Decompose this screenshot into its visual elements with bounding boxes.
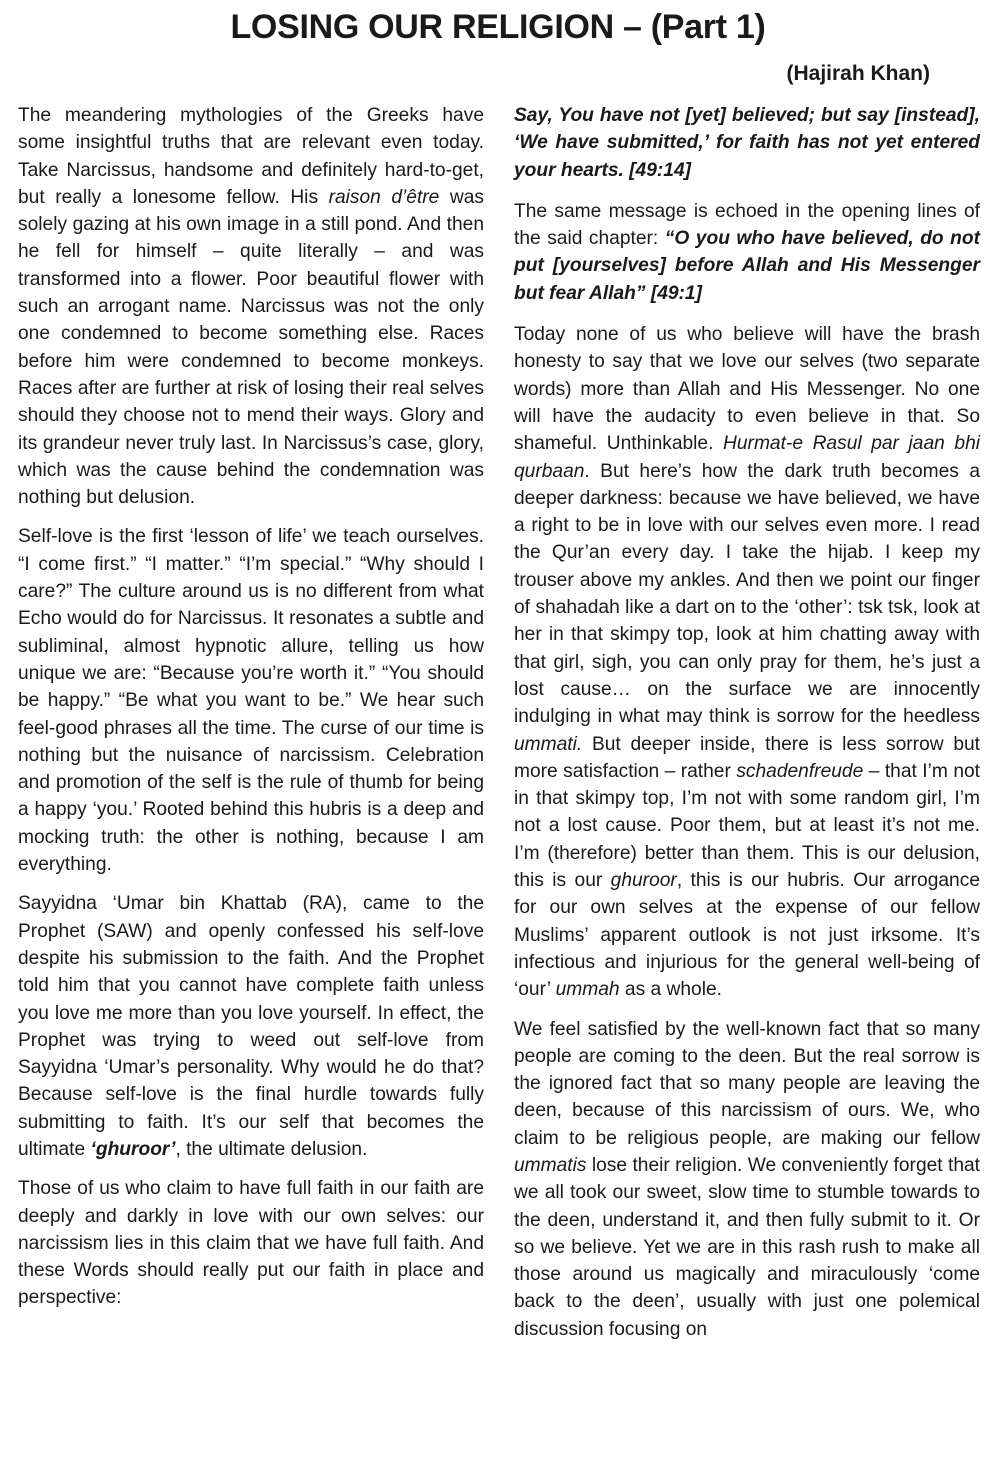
author-byline: (Hajirah Khan)	[786, 62, 930, 85]
paragraph-umar: Sayyidna ‘Umar bin Khattab (RA), came to the Prophet (SAW) and openly confessed his self-love despite his submission to the faith. And the Prophet told him that you cannot have complete faith unless you love me more than you love yourself. In effect, the Prophet was trying to weed out self-love from Sayyidna ‘Umar’s personality. Why would he do that? Because self-love is the final hurdle towards fully submitting to faith. It’s our self that becomes the ultimate ‘ghuroor’, the ultimate delusion.	[18, 893, 484, 1160]
paragraph-full-faith: Those of us who claim to have full faith in our faith are deeply and darkly in love with our own selves: our narcissism lies in this claim that we have full faith. And these Words should really put our faith in place and perspective:	[18, 1178, 484, 1309]
paragraph-opening-lines: The same message is echoed in the opening lines of the said chapter: “O you who have believed, do not put [yourselves] before Allah and His Messenger but fear Allah” [49:1]	[514, 200, 980, 304]
quran-quote-49-14: Say, You have not [yet] believed; but say [instead], ‘We have submitted,’ for faith has not yet entered your hearts. [49:14]	[514, 105, 980, 181]
quran-quote-49-1: “O you who have believed, do not put [yourselves] before Allah and His Messenger but fear Allah” [49:1]	[514, 228, 980, 304]
paragraph-self-love: Self-love is the first ‘lesson of life’ we teach ourselves. “I come first.” “I matter.” “I’m special.” “Why should I care?” The culture around us is no different from what Echo would do for Narcissus. It resonates a subtle and subliminal, almost hypnotic allure, telling us how unique we are: “Because you’re worth it.” “You should be happy.” “Be what you want to be.” We hear such feel-good phrases all the time. The curse of our time is nothing but the nuisance of narcissism. Celebration and promotion of the self is the rule of thumb for being a happy ‘you.’ Rooted behind this hubris is a deep and mocking truth: the other is nothing, because I am everything.	[18, 526, 484, 876]
paragraph-leaving-deen: We feel satisfied by the well-known fact that so many people are coming to the deen. But the real sorrow is the ignored fact that so many people are leaving the deen, because of this narcissism of ours. We, who claim to be religious people, are making our fellow ummatis lose their religion. We conveniently forget that we all took our sweet, slow time to stumble towards to the deen, understand it, and then fully submit to it. Or so we believe. Yet we are in this rash rush to make all those around us magically and miraculously ‘come back to the deen’, usually with just one polemical discussion focusing on	[514, 1018, 980, 1340]
left-column	[18, 102, 484, 1324]
article-title: LOSING OUR RELIGION – (Part 1)	[230, 8, 766, 46]
paragraph-brash-honesty: Today none of us who believe will have the brash honesty to say that we love our selves (two separate words) more than Allah and His Messenger. No one will have the audacity to even believe in that. So shameful. Unthinkable. Hurmat-e Rasul par jaan bhi qurbaan. But here’s how the dark truth becomes a deeper darkness: because we have believed, we have a right to be in love with our selves even more. I read the Qur’an every day. I take the hijab. I keep my trouser above my ankles. And then we point our finger of shahadah like a dart on to the ‘other’: tsk tsk, look at her in that skimpy top, look at him chatting away with that girl, sigh, you can only pray for them, he’s just a lost cause… on the surface we are innocently indulging in what may think is sorrow for the heedless ummati. But deeper inside, there is less sorrow but more satisfaction – rather schadenfreude – that I’m not in that skimpy top, I’m not with some random girl, I’m not a lost cause. Poor them, but at least it’s not me. I’m (therefore) better than them. This is our delusion, this is our ghuroor, this is our hubris. Our arrogance for our own selves at the expense of our fellow Muslims’ apparent outlook is not just irksome. It’s infectious and injurious for the general well-being of ‘our’ ummah as a whole.	[514, 324, 980, 1001]
emphasis-ghuroor: ‘ghuroor’	[90, 1138, 176, 1160]
paragraph-narcissus: The meandering mythologies of the Greeks have some insightful truths that are relevant even today. Take Narcissus, handsome and definitely hard-to-get, but really a lonesome fellow. His raison d’être was solely gazing at his own image in a still pond. And then he fell for himself – quite literally – and was transformed into a flower. Poor beautiful flower with such an arrogant name. Narcissus was not the only one condemned to become something else. Races before him were condemned to become monkeys. Races after are further at risk of losing their real selves should they choose not to mend their ways. Glory and its grandeur never truly last. In Narcissus’s case, glory, which was the cause behind the condemnation was nothing but delusion.	[18, 105, 485, 509]
italic-phrase: raison d’être	[328, 186, 440, 208]
right-column	[514, 102, 980, 1355]
